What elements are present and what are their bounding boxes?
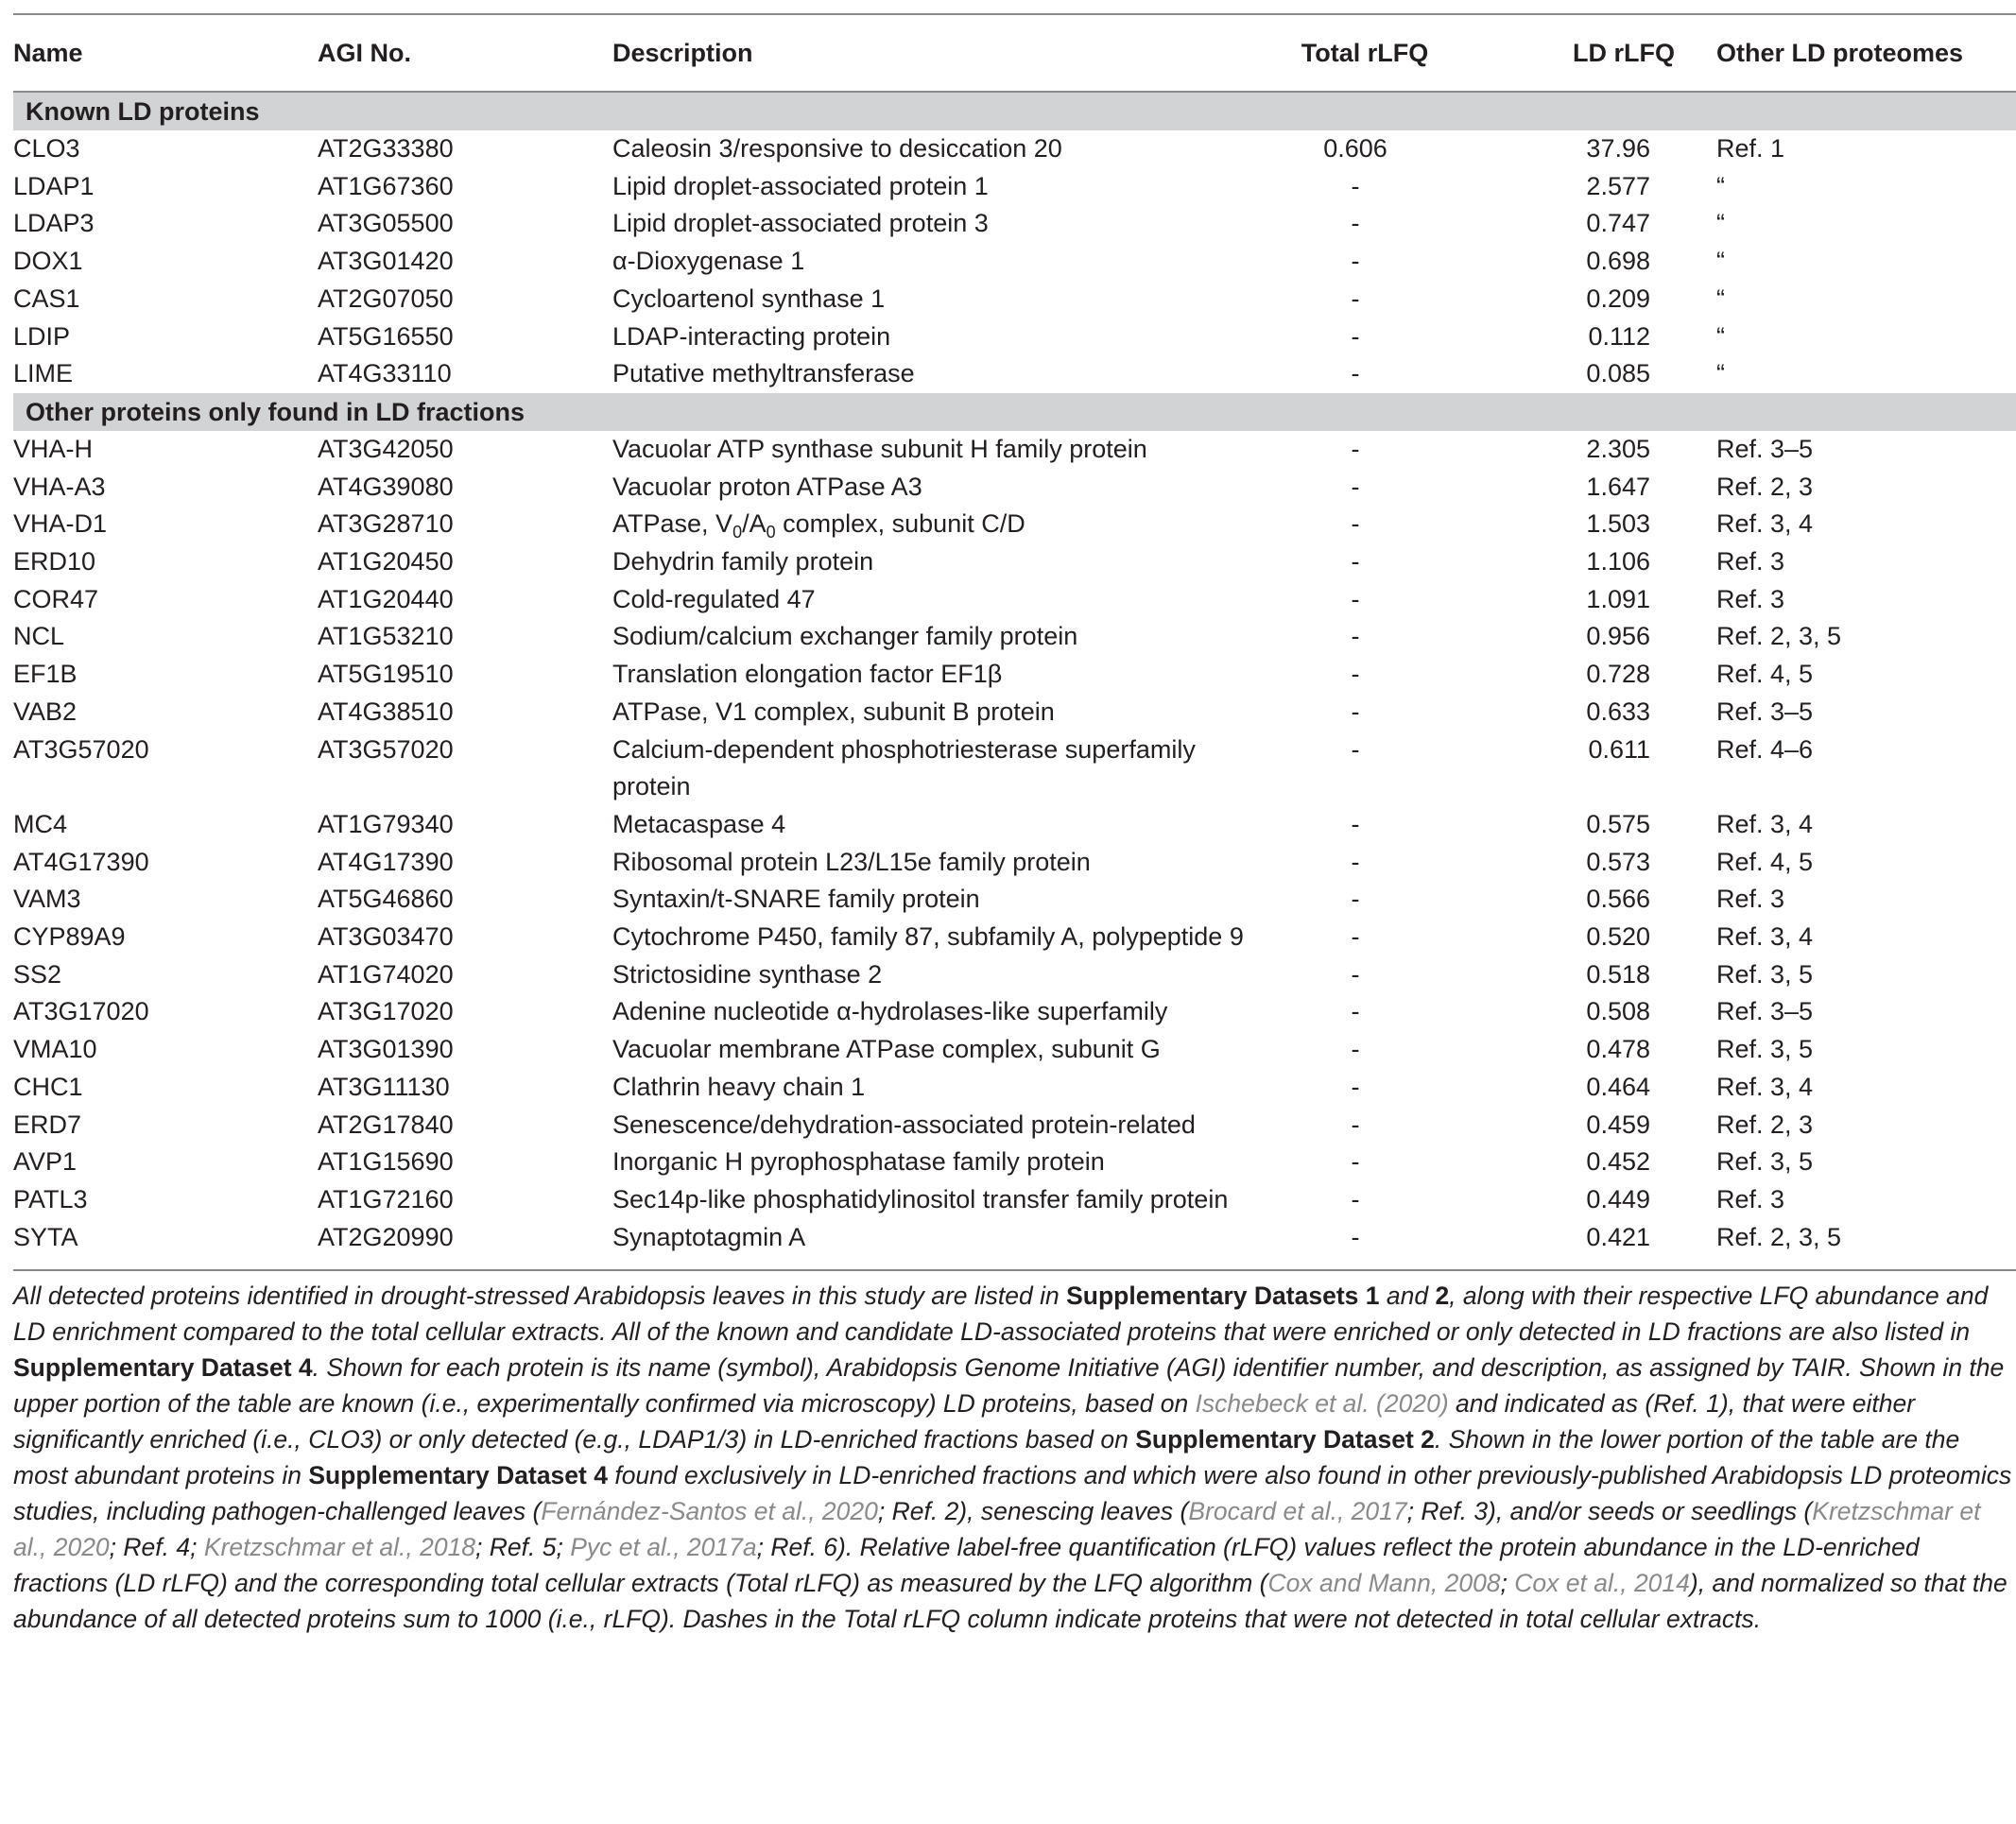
cell-name: LIME: [13, 359, 74, 388]
footnote-citation: Pyc et al., 2017a: [570, 1532, 757, 1561]
cell-agi: AT3G11130: [318, 1072, 450, 1101]
footnote-dataset-ref: Supplementary Datasets 1: [1066, 1282, 1380, 1311]
footnote-citation: Cox et al., 2014: [1514, 1568, 1690, 1597]
footnote-citation: Kretzschmar et al., 2020: [13, 1496, 1981, 1561]
cell-other-ld-proteomes: Ref. 3: [1716, 1184, 1785, 1213]
cell-other-ld-proteomes: Ref. 3, 4: [1716, 922, 1814, 952]
cell-name: SS2: [13, 959, 62, 989]
cell-ld-rlfq: 0.449: [1586, 1184, 1650, 1213]
cell-description: ATPase, $V_0/A_0$ complex, subunit C/D: [612, 509, 1025, 542]
cell-other-ld-proteomes: Ref. 3, 4: [1716, 1072, 1814, 1101]
cell-agi: AT2G20990: [318, 1222, 454, 1251]
cell-other-ld-proteomes: Ref. 4, 5: [1716, 660, 1814, 689]
cell-description: LDAP-interacting protein: [612, 321, 891, 351]
cell-name: EF1B: [13, 660, 78, 689]
cell-description: Vacuolar proton ATPase A3: [612, 472, 922, 501]
table-row: [13, 993, 2016, 1031]
cell-description: Vacuolar membrane ATPase complex, subunit G: [612, 1035, 1161, 1064]
cell-name: VAM3: [13, 885, 81, 914]
cell-ld-rlfq: 2.305: [1586, 434, 1650, 463]
cell-ld-rlfq: 0.459: [1586, 1110, 1650, 1139]
cell-total-rlfq: -: [1351, 1222, 1360, 1251]
header-name: Name: [13, 14, 318, 92]
cell-total-rlfq: -: [1351, 1147, 1360, 1177]
cell-name: ERD7: [13, 1110, 82, 1139]
cell-name: VHA-D1: [13, 509, 108, 539]
cell-ld-rlfq: 0.478: [1586, 1035, 1650, 1064]
cell-ld-rlfq: 0.575: [1586, 809, 1650, 838]
cell-name: CAS1: [13, 284, 80, 313]
cell-other-ld-proteomes: Ref. 3: [1716, 584, 1785, 613]
cell-other-ld-proteomes: Ref. 3–5: [1716, 434, 1814, 463]
cell-total-rlfq: -: [1351, 247, 1360, 276]
cell-name: VAB2: [13, 697, 78, 726]
cell-ld-rlfq: 0.956: [1586, 622, 1650, 651]
cell-agi: AT3G03470: [318, 922, 454, 952]
cell-description: Syntaxin/t-SNARE family protein: [612, 885, 980, 914]
cell-ld-rlfq: 0.452: [1586, 1147, 1650, 1177]
cell-other-ld-proteomes: Ref. 3, 5: [1716, 1147, 1814, 1177]
cell-ld-rlfq: 1.647: [1586, 472, 1650, 501]
cell-ld-rlfq: 0.747: [1586, 209, 1650, 238]
cell-description: ATPase, V1 complex, subunit B protein: [612, 697, 1055, 726]
table-row: [13, 581, 2016, 619]
table-row: [13, 506, 2016, 543]
cell-name: ERD10: [13, 547, 96, 576]
section-header: [13, 393, 2016, 431]
cell-name: AT3G57020: [13, 734, 149, 764]
cell-agi: AT1G79340: [318, 809, 454, 838]
cell-agi: AT2G17840: [318, 1110, 454, 1139]
cell-other-ld-proteomes: Ref. 2, 3: [1716, 1110, 1814, 1139]
cell-total-rlfq: -: [1351, 1110, 1360, 1139]
cell-agi: AT5G16550: [318, 321, 454, 351]
cell-total-rlfq: -: [1351, 359, 1360, 388]
header-other-ld-proteomes: Other LD proteomes: [1716, 14, 2016, 92]
cell-total-rlfq: 0.606: [1323, 134, 1387, 163]
footnote-citation: Cox and Mann, 2008: [1267, 1568, 1501, 1597]
cell-total-rlfq: -: [1351, 509, 1360, 539]
footnote-text: . Shown for each protein is its name (symbol), Arabidopsis Genome Initiative (AGI) identifier number, and description, as assigned by TAIR. Shown in the upper portion of the table are known (i.e., experimentally confirmed via microscopy) LD proteins, based on: [13, 1353, 2005, 1419]
table-row: [13, 881, 2016, 919]
cell-total-rlfq: -: [1351, 321, 1360, 351]
cell-other-ld-proteomes: Ref. 4–6: [1716, 734, 1814, 764]
footnote-text: ; Ref. 6). Relative label-free quantification (rLFQ) values reflect the protein abundance in the LD-enriched fractions (LD rLFQ) and the corresponding total cellular extracts (Total rLFQ) as measured by the LFQ algorithm (: [13, 1532, 1920, 1597]
footnote-text: ;: [1500, 1568, 1515, 1597]
cell-total-rlfq: -: [1351, 284, 1360, 313]
table-row: [13, 956, 2016, 994]
cell-name: AT4G17390: [13, 847, 149, 876]
table-row: [13, 469, 2016, 507]
footnote-citation: Fernández-Santos et al., 2020: [541, 1496, 878, 1525]
footnote-text: All detected proteins identified in drought-stressed Arabidopsis leaves in this study are listed in: [13, 1282, 1067, 1311]
cell-total-rlfq: -: [1351, 1035, 1360, 1064]
cell-description: α-Dioxygenase 1: [612, 247, 805, 276]
cell-total-rlfq: -: [1351, 959, 1360, 989]
cell-other-ld-proteomes: “: [1716, 247, 1725, 276]
cell-ld-rlfq: 0.085: [1586, 359, 1650, 388]
footnote-dataset-ref: Supplementary Dataset 4: [308, 1460, 608, 1489]
cell-description: Inorganic H pyrophosphatase family protein: [612, 1147, 1105, 1177]
cell-total-rlfq: -: [1351, 547, 1360, 576]
cell-name: DOX1: [13, 247, 83, 276]
table-figure: [13, 13, 2016, 1662]
cell-total-rlfq: -: [1351, 209, 1360, 238]
cell-description: Vacuolar ATP synthase subunit H family protein: [612, 434, 1147, 463]
cell-other-ld-proteomes: “: [1716, 284, 1725, 313]
cell-name: AT3G17020: [13, 997, 149, 1026]
cell-description: Adenine nucleotide α-hydrolases-like superfamily: [612, 997, 1168, 1026]
cell-agi: AT5G46860: [318, 885, 454, 914]
cell-description: Senescence/dehydration-associated protein-related: [612, 1110, 1196, 1139]
header-agi: AGI No.: [318, 14, 612, 92]
footnote-dataset-ref: 2: [1435, 1282, 1450, 1311]
cell-agi: AT3G28710: [318, 509, 454, 539]
cell-ld-rlfq: 0.508: [1586, 997, 1650, 1026]
cell-name: SYTA: [13, 1222, 78, 1251]
section-header: [13, 92, 2016, 130]
table-row: [13, 1219, 2016, 1270]
cell-description: Synaptotagmin A: [612, 1222, 806, 1251]
cell-description: Cold-regulated 47: [612, 584, 816, 613]
cell-ld-rlfq: 0.698: [1586, 247, 1650, 276]
cell-description: Cytochrome P450, family 87, subfamily A, polypeptide 9: [612, 922, 1244, 952]
table-row: [13, 1181, 2016, 1219]
cell-agi: AT4G39080: [318, 472, 454, 501]
table-row: [13, 243, 2016, 281]
cell-other-ld-proteomes: Ref. 3, 5: [1716, 959, 1814, 989]
cell-total-rlfq: -: [1351, 847, 1360, 876]
cell-description: Ribosomal protein L23/L15e family protein: [612, 847, 1091, 876]
cell-total-rlfq: -: [1351, 660, 1360, 689]
cell-other-ld-proteomes: “: [1716, 171, 1725, 200]
table-row: [13, 1031, 2016, 1069]
protein-table: [13, 13, 2016, 1269]
cell-name: COR47: [13, 584, 99, 613]
cell-description: Cycloartenol synthase 1: [612, 284, 886, 313]
cell-agi: AT2G07050: [318, 284, 454, 313]
cell-other-ld-proteomes: Ref. 2, 3, 5: [1716, 622, 1842, 651]
cell-agi: AT1G15690: [318, 1147, 454, 1177]
table-row: [13, 168, 2016, 206]
cell-ld-rlfq: 0.633: [1586, 697, 1650, 726]
cell-name: PATL3: [13, 1184, 88, 1213]
footnote-text: ; Ref. 4;: [109, 1532, 204, 1561]
section-title: Known LD proteins: [13, 92, 2016, 130]
table-row: [13, 694, 2016, 731]
footnote-text: ; Ref. 2), senescing leaves (: [877, 1496, 1189, 1525]
header-row: [13, 14, 2016, 92]
cell-ld-rlfq: 0.566: [1586, 885, 1650, 914]
cell-ld-rlfq: 0.112: [1588, 321, 1650, 351]
cell-total-rlfq: -: [1351, 434, 1360, 463]
cell-description: Putative methyltransferase: [612, 359, 915, 388]
cell-name: CYP89A9: [13, 922, 126, 952]
table-row: [13, 281, 2016, 318]
cell-description: Strictosidine synthase 2: [612, 959, 883, 989]
cell-total-rlfq: -: [1351, 922, 1360, 952]
cell-name: LDAP3: [13, 209, 95, 238]
cell-other-ld-proteomes: Ref. 1: [1716, 134, 1785, 163]
cell-name: LDIP: [13, 321, 71, 351]
cell-description: Calcium-dependent phosphotriesterase superfamily protein: [612, 734, 1196, 801]
table-row: [13, 844, 2016, 882]
cell-ld-rlfq: 0.611: [1588, 734, 1650, 764]
cell-description: Caleosin 3/responsive to desiccation 20: [612, 134, 1062, 163]
cell-other-ld-proteomes: Ref. 3, 4: [1716, 509, 1814, 539]
cell-description: Dehydrin family protein: [612, 547, 874, 576]
cell-agi: AT4G33110: [318, 359, 452, 388]
cell-description: Sodium/calcium exchanger family protein: [612, 622, 1078, 651]
table-row: [13, 431, 2016, 469]
table-row: [13, 130, 2016, 168]
cell-name: VHA-A3: [13, 472, 106, 501]
cell-description: Sec14p-like phosphatidylinositol transfer family protein: [612, 1184, 1229, 1213]
table-row: [13, 919, 2016, 956]
cell-agi: AT1G20440: [318, 584, 454, 613]
header-description: Description: [612, 14, 1274, 92]
header-total-rlfq: Total rLFQ: [1274, 14, 1456, 92]
cell-ld-rlfq: 0.520: [1586, 922, 1650, 952]
footnote-text: ; Ref. 3), and/or seeds or seedlings (: [1406, 1496, 1813, 1525]
cell-ld-rlfq: 2.577: [1586, 171, 1650, 200]
cell-ld-rlfq: 0.573: [1586, 847, 1650, 876]
cell-total-rlfq: -: [1351, 472, 1360, 501]
cell-total-rlfq: -: [1351, 622, 1360, 651]
footnote-text: found exclusively in LD-enriched fractions and which were also found in other previously-published Arabidopsis LD proteomics studies, including pathogen-challenged leaves (: [13, 1460, 2012, 1525]
footnote-citation: Kretzschmar et al., 2018: [203, 1532, 476, 1561]
footnote-text: , along with their respective LFQ abundance and LD enrichment compared to the total cellular extracts. All of the known and candidate LD-associated proteins that were enriched or only detected in LD fractions are also listed in: [13, 1282, 1989, 1347]
cell-agi: AT3G05500: [318, 209, 454, 238]
cell-total-rlfq: -: [1351, 697, 1360, 726]
cell-name: LDAP1: [13, 171, 95, 200]
cell-name: VMA10: [13, 1035, 97, 1064]
cell-ld-rlfq: 1.106: [1586, 547, 1650, 576]
table-footnote: [13, 1279, 2016, 1637]
cell-agi: AT1G74020: [318, 959, 454, 989]
cell-agi: AT1G20450: [318, 547, 454, 576]
header-ld-rlfq: LD rLFQ: [1456, 14, 1716, 92]
cell-name: NCL: [13, 622, 65, 651]
cell-description: Clathrin heavy chain 1: [612, 1072, 866, 1101]
cell-other-ld-proteomes: “: [1716, 209, 1725, 238]
cell-ld-rlfq: 1.503: [1586, 509, 1650, 539]
cell-name: MC4: [13, 809, 68, 838]
cell-other-ld-proteomes: Ref. 2, 3, 5: [1716, 1222, 1842, 1251]
bottom-rule: [13, 1269, 2016, 1271]
cell-agi: AT5G19510: [318, 660, 454, 689]
table-row: [13, 806, 2016, 844]
cell-other-ld-proteomes: Ref. 3: [1716, 547, 1785, 576]
table-row: [13, 1144, 2016, 1181]
cell-name: CLO3: [13, 134, 80, 163]
cell-total-rlfq: -: [1351, 1072, 1360, 1101]
cell-ld-rlfq: 37.96: [1586, 134, 1650, 163]
cell-name: VHA-H: [13, 434, 94, 463]
footnote-text: ; Ref. 5;: [475, 1532, 571, 1561]
cell-agi: AT3G57020: [318, 734, 454, 764]
cell-description: Metacaspase 4: [612, 809, 786, 838]
footnote-dataset-ref: Supplementary Dataset 2: [1135, 1425, 1435, 1454]
cell-total-rlfq: -: [1351, 1184, 1360, 1213]
cell-other-ld-proteomes: Ref. 4, 5: [1716, 847, 1814, 876]
footnote-dataset-ref: Supplementary Dataset 4: [13, 1353, 313, 1383]
table-row: [13, 355, 2016, 393]
footnote-text: ), and normalized so that the abundance of all detected proteins sum to 1000 (i.e., rLFQ). Dashes in the Total rLFQ column indicate proteins that were not detected in total cellular extracts.: [13, 1568, 2007, 1633]
table-body: [13, 92, 2016, 1269]
table-row: [13, 1069, 2016, 1107]
cell-ld-rlfq: 0.209: [1586, 284, 1650, 313]
cell-total-rlfq: -: [1351, 584, 1360, 613]
cell-other-ld-proteomes: Ref. 2, 3: [1716, 472, 1814, 501]
footnote-citation: Ischebeck et al. (2020): [1195, 1389, 1449, 1419]
cell-other-ld-proteomes: Ref. 3, 4: [1716, 809, 1814, 838]
cell-agi: AT1G72160: [318, 1184, 454, 1213]
cell-total-rlfq: -: [1351, 997, 1360, 1026]
section-title: Other proteins only found in LD fractions: [13, 393, 2016, 431]
cell-ld-rlfq: 0.728: [1586, 660, 1650, 689]
footnote-text: and: [1379, 1282, 1436, 1311]
cell-agi: AT3G17020: [318, 997, 454, 1026]
table-row: [13, 618, 2016, 656]
cell-other-ld-proteomes: “: [1716, 359, 1725, 388]
cell-other-ld-proteomes: Ref. 3: [1716, 885, 1785, 914]
cell-agi: AT3G01420: [318, 247, 454, 276]
cell-description: Lipid droplet-associated protein 3: [612, 209, 989, 238]
cell-description: Translation elongation factor EF1β: [612, 660, 1003, 689]
cell-agi: AT3G42050: [318, 434, 454, 463]
footnote-text: and indicated as (Ref. 1), that were either significantly enriched (i.e., CLO3) or only detected (e.g., LDAP1/3) in LD-enriched fractions based on: [13, 1389, 1916, 1454]
cell-total-rlfq: -: [1351, 171, 1360, 200]
cell-total-rlfq: -: [1351, 885, 1360, 914]
cell-agi: AT4G38510: [318, 697, 454, 726]
cell-agi: AT4G17390: [318, 847, 454, 876]
table-row: [13, 543, 2016, 581]
table-row: [13, 731, 2016, 806]
cell-total-rlfq: -: [1351, 809, 1360, 838]
table-row: [13, 318, 2016, 356]
cell-name: CHC1: [13, 1072, 83, 1101]
table-row: [13, 205, 2016, 243]
footnote-citation: Brocard et al., 2017: [1188, 1496, 1407, 1525]
table-row: [13, 656, 2016, 694]
cell-agi: AT2G33380: [318, 134, 454, 163]
cell-other-ld-proteomes: “: [1716, 321, 1725, 351]
cell-description: Lipid droplet-associated protein 1: [612, 171, 989, 200]
cell-agi: AT3G01390: [318, 1035, 454, 1064]
cell-other-ld-proteomes: Ref. 3–5: [1716, 697, 1814, 726]
cell-other-ld-proteomes: Ref. 3–5: [1716, 997, 1814, 1026]
cell-other-ld-proteomes: Ref. 3, 5: [1716, 1035, 1814, 1064]
cell-ld-rlfq: 0.518: [1586, 959, 1650, 989]
cell-ld-rlfq: 0.464: [1586, 1072, 1650, 1101]
cell-ld-rlfq: 0.421: [1586, 1222, 1650, 1251]
cell-total-rlfq: -: [1351, 734, 1360, 764]
cell-agi: AT1G67360: [318, 171, 454, 200]
cell-ld-rlfq: 1.091: [1586, 584, 1650, 613]
footnote-text: . Shown in the lower portion of the table are the most abundant proteins in: [13, 1425, 1960, 1489]
table-row: [13, 1107, 2016, 1144]
cell-name: AVP1: [13, 1147, 78, 1177]
cell-agi: AT1G53210: [318, 622, 454, 651]
